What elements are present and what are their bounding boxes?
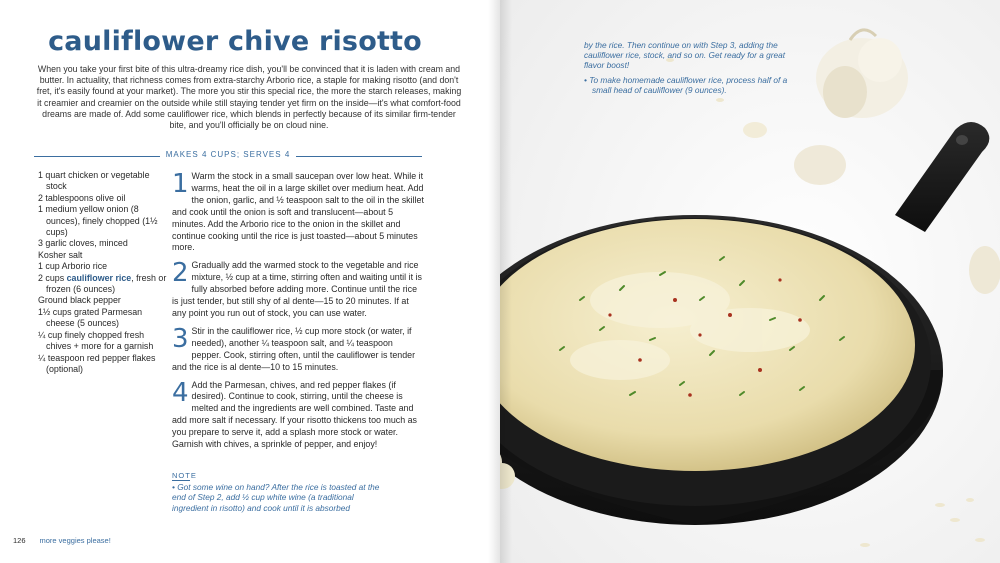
ingredient-item: 2 tablespoons olive oil	[38, 192, 126, 203]
ingredient-item: 1 cup Arborio rice	[38, 261, 108, 272]
yield-label: MAKES 4 CUPS; SERVES 4	[34, 150, 422, 159]
cauliflower-rice-tip: • To make homemade cauliflower rice, process half of a small head of cauliflower (9 ounces).	[584, 74, 788, 95]
page-number: 126	[13, 536, 26, 545]
step-number: 4	[172, 377, 189, 408]
note-label: NOTE	[172, 471, 197, 480]
step-3	[172, 323, 424, 374]
note-text: • Got some wine on hand? After the rice is toasted at the end of Step 2, add ½ cup white wine (a traditional ingredient in risotto) and cook until it is absorbed	[172, 482, 380, 513]
step-text: Gradually add the warmed stock to the vegetable and rice mixture, ½ cup at a time, stirring often and waiting until it is fully absorbed before adding more. Continue until the rice is just tender, but still shy of al dente—15 to 20 minutes. If at any point you run out of stock, you can use water.	[172, 260, 422, 318]
ingredient-item: ¼ teaspoon red pepper flakes (optional)	[38, 352, 156, 374]
ingredient-item: 1 quart chicken or vegetable stock	[38, 170, 150, 192]
step-text: Warm the stock in a small saucepan over low heat. While it warms, heat the oil in a large skillet over medium heat. Add the onion, garlic, and ½ teaspoon salt to the oil in the skillet and cook until the onion is soft and translucent—about 5 minutes. Add the Arborio rice to the onion in the skillet and continue cooking until the rice is just toasted—about 5 minutes more.	[172, 171, 424, 253]
intro-paragraph: When you take your first bite of this ultra-dreamy rice dish, you'll be convinced that it is laden with cream and butter. In actuality, that richness comes from extra-starchy Arborio rice, a staple for making risotto (and don't fret, it's easily found at your market). The more you stir this special rice, the more the starch releases, making it creamier and creamier on the outside while still staying tender yet firm on the inside—it's what comfort-food dreams are made of. Add some cauliflower rice, which blends in perfectly because of its similar firm-tender bite, and you'll officially be on cloud nine.	[36, 64, 462, 131]
recipe-title: cauliflower chive risotto	[48, 26, 422, 57]
continued-note: by the rice. Then continue on with Step 3, adding the cauliflower rice, stock, and so on. Get ready for a great flavor boost!	[584, 40, 786, 71]
ingredient-item: 1½ cups grated Parmesan cheese (5 ounces)	[38, 306, 143, 329]
yield-header	[34, 150, 422, 162]
step-number: 1	[172, 169, 189, 199]
continued-text-block	[584, 40, 802, 99]
page-footer	[13, 536, 111, 545]
ingredient-item: Ground black pepper	[38, 295, 121, 306]
step-text: Add the Parmesan, chives, and red pepper flakes (if desired). Continue to cook, stirring, until the cheese is melted and the ingredients are well combined. Taste and add more salt if necessary. If your risotto thickens too much as you prepare to serve it, add a splash more stock or water. Garnish with chives, a sprinkle of pepper, and enjoy!	[172, 379, 417, 450]
right-page	[500, 0, 1000, 563]
section-name: more veggies please!	[39, 536, 111, 545]
book-gutter	[488, 0, 512, 563]
step-number: 2	[172, 258, 189, 289]
steps-list	[172, 171, 424, 457]
step-2	[172, 260, 424, 320]
ingredients-list	[38, 170, 168, 375]
ingredient-item: 3 garlic cloves, minced	[38, 238, 128, 249]
note-rule	[172, 480, 190, 481]
ingredient-item: ¼ cup finely chopped fresh chives + more for a garnish	[38, 329, 154, 352]
step-1	[172, 171, 424, 254]
step-text: Stir in the cauliflower rice, ½ cup more stock (or water, if needed), another ¼ teaspoon salt, and ¼ teaspoon pepper. Cook, stirring often, until the cauliflower is tender and the rice is al dente—10 to 15 minutes.	[172, 325, 416, 372]
step-4	[172, 377, 424, 451]
step-number: 3	[172, 323, 189, 354]
cauliflower-rice-link[interactable]: cauliflower rice	[66, 272, 132, 283]
ingredient-item-cauliflower: 2 cups cauliflower rice, fresh or frozen (6 ounces)	[38, 272, 167, 295]
ingredient-item: 1 medium yellow onion (8 ounces), finely chopped (1½ cups)	[38, 204, 158, 238]
ingredient-item: Kosher salt	[38, 249, 83, 260]
